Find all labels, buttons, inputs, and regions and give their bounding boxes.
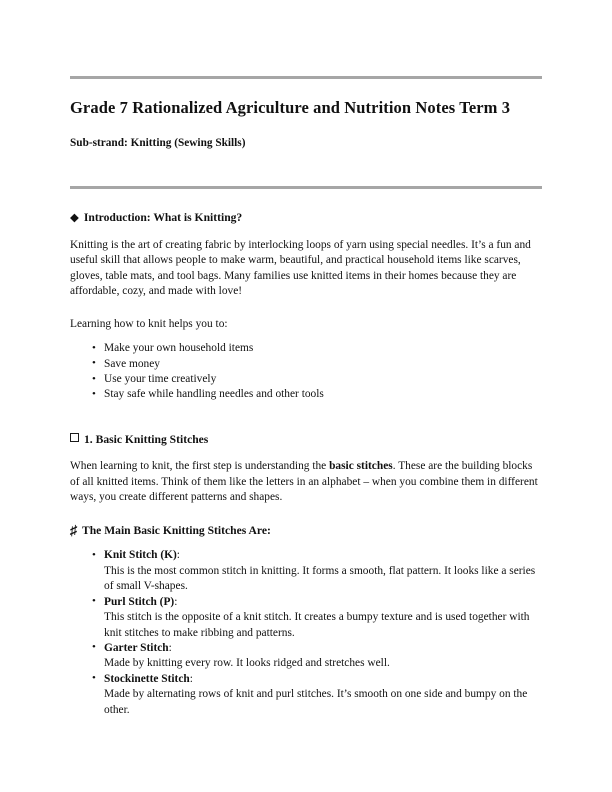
- stitch-colon: :: [176, 549, 180, 562]
- list-item: • Stay safe while handling needles and other tools: [104, 387, 542, 402]
- heading-main-stitches: [70, 524, 542, 538]
- stitches-list: [70, 548, 542, 718]
- sharp-dingbat-icon: ♯: [69, 523, 78, 539]
- header-divider-second: [70, 186, 542, 189]
- heading-introduction: [70, 211, 542, 225]
- paragraph-emphasis: basic stitches: [329, 460, 393, 473]
- stitch-description: Made by knitting every row. It looks ridged and stretches well.: [104, 657, 390, 670]
- stitch-description: Made by alternating rows of knit and purl stitches. It’s smooth on one side and bumpy on the other.: [104, 688, 528, 716]
- heading-basic-knitting-stitches: [70, 433, 542, 447]
- list-item: [104, 672, 542, 718]
- list-item: [104, 548, 542, 594]
- document-content: [70, 0, 542, 718]
- heading-basic-knitting-stitches-label: 1. Basic Knitting Stitches: [84, 432, 209, 446]
- list-item: • Save money: [104, 357, 542, 372]
- missing-glyph-box-icon: [70, 433, 79, 442]
- introduction-paragraph: Knitting is the art of creating fabric by interlocking loops of yarn using special needles. It’s a fun and useful skill that allows people to make warm, beautiful, and practical household items like scarves, gloves, table mats, and tool bags. Many families use knitted items in their homes because they are affordable, cozy, and made with love!: [70, 238, 531, 298]
- stitch-term: Knit Stitch (K): [104, 549, 177, 562]
- basic-stitches-paragraph: [70, 459, 542, 505]
- benefits-list: [70, 341, 542, 403]
- sub-strand-label: Sub-strand: Knitting (Sewing Skills): [70, 136, 246, 149]
- stitch-colon: :: [189, 672, 193, 685]
- stitch-term: Purl Stitch (P): [104, 595, 175, 608]
- list-item: • Make your own household items: [104, 341, 542, 356]
- heading-main-stitches-label: The Main Basic Knitting Stitches Are:: [82, 523, 271, 537]
- list-item: [104, 641, 542, 672]
- paragraph-text-after: . These are the building blocks of all knitted items. Think of them like the letters in an alphabet – when you combine them in different ways, you create different patterns and shapes.: [70, 460, 538, 504]
- stitch-colon: :: [174, 595, 178, 608]
- header-divider-top: [70, 76, 542, 79]
- list-item: • Use your time creatively: [104, 372, 542, 387]
- stitch-description: This stitch is the opposite of a knit stitch. It creates a bumpy texture and is used together with knit stitches to make ribbing and patterns.: [104, 611, 530, 639]
- page-title: Grade 7 Rationalized Agriculture and Nutrition Notes Term 3: [70, 98, 511, 117]
- stitch-colon: :: [168, 641, 172, 654]
- stitch-term: Stockinette Stitch: [104, 672, 190, 685]
- benefits-lead-in: Learning how to knit helps you to:: [70, 317, 228, 330]
- list-item: [104, 595, 542, 641]
- paragraph-text-before: When learning to knit, the first step is understanding the: [70, 460, 330, 473]
- stitch-description: This is the most common stitch in knitting. It forms a smooth, flat pattern. It looks like a series of small V-shapes.: [104, 564, 536, 593]
- stitch-term: Garter Stitch: [104, 641, 169, 654]
- black-diamond-icon: ◆: [70, 212, 79, 225]
- heading-introduction-label: Introduction: What is Knitting?: [83, 211, 243, 225]
